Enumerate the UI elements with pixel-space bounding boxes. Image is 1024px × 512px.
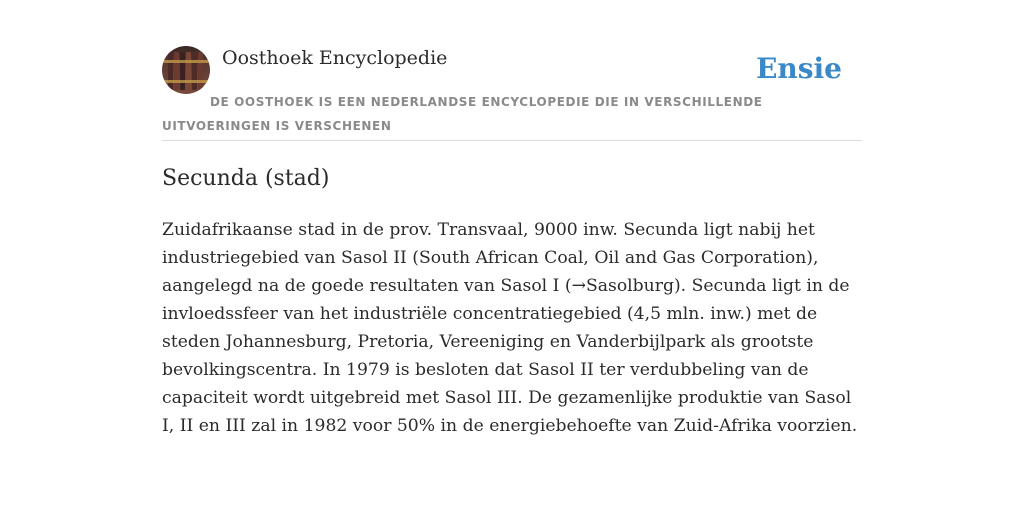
encyclopedia-books-icon[interactable] [162, 46, 210, 94]
site-tagline: DE OOSTHOEK IS EEN NEDERLANDSE ENCYCLOPEDIE DIE IN VERSCHILLENDE UITVOERINGEN IS VERSCHENEN [162, 95, 763, 133]
site-title[interactable]: Oosthoek Encyclopedie [222, 47, 448, 69]
article-body: Zuidafrikaanse stad in de prov. Transvaal, 9000 inw. Secunda ligt nabij het industriegebied van Sasol II (South African Coal, Oil and Gas Corporation), aangelegd na de goede resultaten van Sasol I (→Sasolburg). Secunda ligt in de invloedssfeer van het industriële concentratiegebied (4,5 mln. inw.) met de steden Johannesburg, Pretoria, Vereeniging en Vanderbijlpark als grootste bevolkingscentra. In 1979 is besloten dat Sasol II ter verdubbeling van de capaciteit wordt uitgebreid met Sasol III. De gezamenlijke produktie van Sasol I, II en III zal in 1982 voor 50% in de energiebehoefte van Zuid-Afrika voorzien. [162, 220, 858, 436]
brand-logo-link[interactable]: Ensie [756, 52, 842, 85]
site-header [162, 46, 862, 141]
article-title: Secunda (stad) [162, 166, 330, 191]
